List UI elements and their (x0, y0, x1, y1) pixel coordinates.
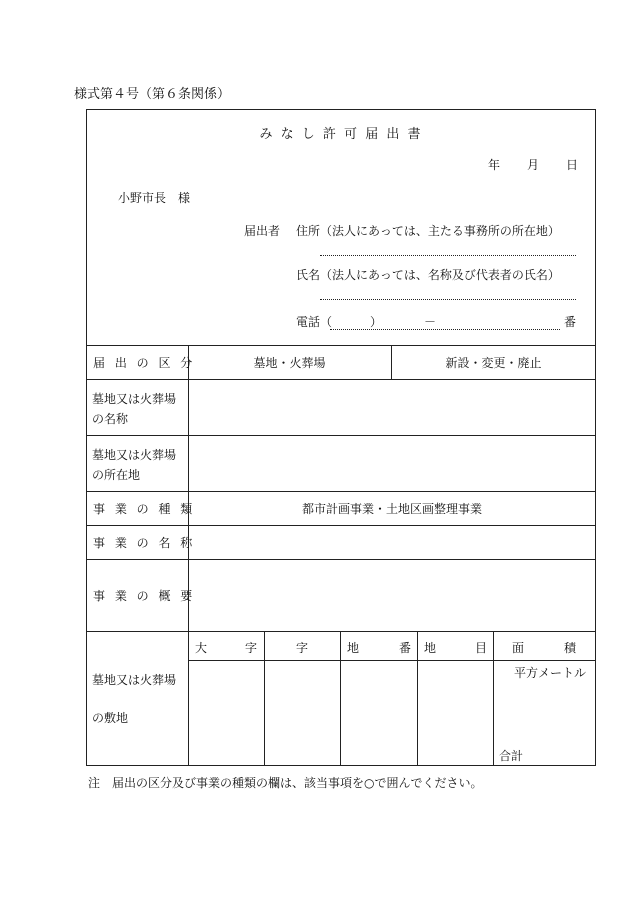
facility-name-label-line2: の名称 (92, 412, 129, 426)
site-oaza-field[interactable] (189, 661, 263, 765)
facility-location-field[interactable] (189, 436, 595, 490)
project-type-options[interactable]: 都市計画事業・土地区画整理事業 (301, 502, 482, 516)
addressee: 小野市長 様 (118, 191, 191, 205)
site-area-field[interactable] (494, 680, 595, 740)
project-name-label: 事 業 の 名 称 (93, 536, 196, 550)
phone-dash: － (424, 315, 437, 329)
facility-location-label-line2: の所在地 (92, 468, 141, 482)
site-label-line1: 墓地又は火葬場 (92, 673, 177, 687)
footnote: 注 届出の区分及び事業の種類の欄は、該当事項を○で囲んでください。 (88, 776, 483, 790)
site-col-oaza-b: 字 (245, 641, 258, 655)
date-day-label: 日 (566, 158, 579, 172)
project-outline-field[interactable] (189, 560, 595, 630)
site-col-oaza-a: 大 (195, 641, 208, 655)
address-label: 住所（法人にあっては、主たる事務所の所在地） (296, 224, 560, 238)
phone-suffix: 番 (564, 315, 577, 329)
category-option-action[interactable]: 新設・変更・廃止 (445, 356, 542, 370)
name-label: 氏名（法人にあっては、名称及び代表者の氏名） (296, 268, 560, 282)
project-outline-label: 事 業 の 概 要 (93, 589, 196, 603)
site-col-chiban-a: 地 (347, 641, 360, 655)
facility-location-label-line1: 墓地又は火葬場 (92, 448, 177, 462)
project-type-label: 事 業 の 種 類 (93, 502, 196, 516)
site-col-chimoku-b: 目 (475, 641, 488, 655)
name-field[interactable] (320, 299, 576, 300)
address-field[interactable] (320, 255, 576, 256)
site-col-chimoku-a: 地 (424, 641, 437, 655)
area-unit: 平方メートル (514, 666, 587, 680)
area-total-label: 合計 (499, 749, 524, 763)
phone-field[interactable] (330, 329, 560, 330)
site-col-chiban-b: 番 (399, 641, 412, 655)
site-col-aza: 字 (295, 641, 308, 655)
category-option-facility[interactable]: 墓地・火葬場 (253, 356, 326, 370)
date-month-label: 月 (527, 158, 540, 172)
site-col-area-a: 面 (512, 641, 525, 655)
date-year-label: 年 (488, 158, 501, 172)
phone-close-paren: ） (370, 315, 383, 329)
phone-label: 電話（ (296, 315, 333, 329)
site-label-line2: の敷地 (92, 711, 129, 725)
form-number: 様式第４号（第６条関係） (74, 87, 231, 102)
form-title: み な し 許 可 届 出 書 (259, 127, 423, 142)
site-aza-field[interactable] (265, 661, 339, 765)
site-col-area-b: 積 (564, 641, 577, 655)
site-chimoku-field[interactable] (418, 661, 492, 765)
project-name-field[interactable] (189, 526, 595, 558)
site-chiban-field[interactable] (341, 661, 416, 765)
facility-name-field[interactable] (189, 380, 595, 434)
category-label: 届 出 の 区 分 (93, 356, 196, 370)
facility-name-label-line1: 墓地又は火葬場 (92, 392, 177, 406)
applicant-label: 届出者 (244, 224, 281, 238)
